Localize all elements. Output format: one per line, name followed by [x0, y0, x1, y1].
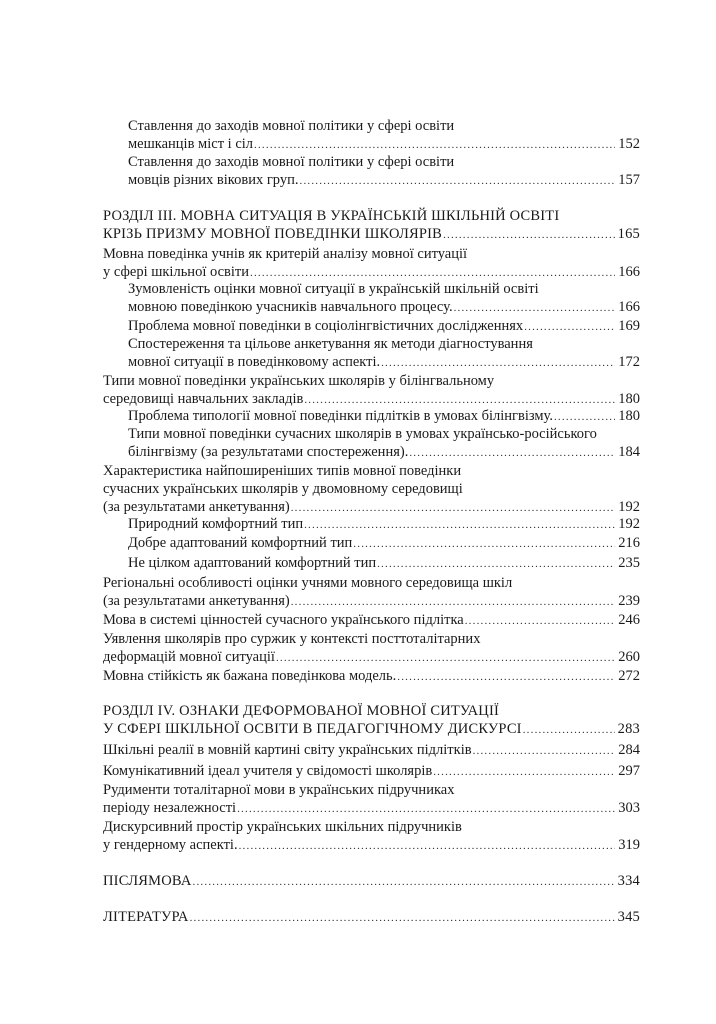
toc-entry-title: Добре адаптований комфортний тип [128, 535, 353, 551]
toc-page-number: 272 [618, 668, 640, 684]
toc-entry-title: сучасних українських школярів у двомовному середовищі [103, 481, 463, 497]
dot-leader [554, 408, 615, 426]
toc-page-number: 166 [618, 299, 640, 315]
toc-page-number: 303 [618, 800, 640, 816]
toc-entry-title: Ставлення до заходів мовної політики у сфері освіти [128, 118, 455, 134]
toc-entry-title: білінгвізму (за результатами спостереження). [128, 444, 409, 460]
toc-entry-title: Регіональні особливості оцінки учнями мовного середовища шкіл [103, 575, 513, 591]
toc-page-number: 239 [618, 593, 640, 609]
toc-entry-title: Мовна стійкість як бажана поведінкова модель. [103, 668, 397, 684]
toc-page-number: 184 [618, 444, 640, 460]
dot-leader [276, 649, 615, 667]
dot-leader [291, 593, 616, 611]
toc-entry-title: мовною поведінкою учасників навчального процесу. [128, 299, 453, 315]
dot-leader [443, 226, 615, 244]
dot-leader [381, 354, 615, 372]
toc-entry-title: Ставлення до заходів мовної політики у сфері освіти [128, 154, 455, 170]
dot-leader [377, 555, 615, 573]
toc-entry-title: Типи мовної поведінки українських школярів у білінгвальному [103, 373, 495, 389]
dot-leader [524, 318, 615, 336]
toc-entry-title: Не цілком адаптований комфортний тип [128, 555, 377, 571]
toc-page-number: 157 [618, 172, 640, 188]
toc-page-number: 180 [618, 408, 640, 424]
dot-leader [523, 721, 615, 739]
toc-page-number: 283 [617, 721, 640, 737]
toc-entry-title: періоду незалежності [103, 800, 237, 816]
toc-entry-title: Типи мовної поведінки сучасних школярів в умовах українсько-російського [128, 426, 597, 442]
toc-page-number: 152 [618, 136, 640, 152]
dot-leader [473, 742, 616, 760]
toc-page-number: 334 [617, 873, 640, 889]
toc-entry-title: Рудименти тоталітарної мови в українських підручниках [103, 782, 455, 798]
toc-entry-title: Мова в системі цінностей сучасного українського підлітка [103, 612, 464, 628]
toc-entry-title: Характеристика найпоширеніших типів мовної поведінки [103, 463, 462, 479]
dot-leader [190, 909, 615, 927]
toc-page-number: 297 [618, 763, 640, 779]
toc-page-number: 165 [617, 226, 640, 242]
toc-entry-title: РОЗДІЛ IV. ОЗНАКИ ДЕФОРМОВАНОЇ МОВНОЇ СИТУАЦІЇ [103, 703, 500, 719]
dot-leader [465, 612, 616, 630]
toc-entry-title: Спостереження та цільове анкетування як методи діагностування [128, 336, 533, 352]
toc-entry-title: деформацій мовної ситуації [103, 649, 275, 665]
toc-entry-title: Проблема мовної поведінки в соціолінгвістичних дослідженнях [128, 318, 524, 334]
toc-entry-title: середовищі навчальних закладів [103, 391, 304, 407]
toc-entry-title: КРІЗЬ ПРИЗМУ МОВНОЇ ПОВЕДІНКИ ШКОЛЯРІВ [103, 226, 443, 242]
toc-entry-title: (за результатами анкетування) [103, 593, 290, 609]
toc-page-number: 319 [618, 837, 640, 853]
toc-entry-title: (за результатами анкетування) [103, 499, 290, 515]
toc-entry-title: Уявлення школярів про суржик у контексті посттоталітарних [103, 631, 481, 647]
toc-entry-title: мовців різних вікових груп. [128, 172, 299, 188]
toc-entry-title: Комунікативний ідеал учителя у свідомості школярів [103, 763, 433, 779]
dot-leader [397, 668, 615, 686]
toc-entry-title: Природний комфортний тип [128, 516, 304, 532]
toc-page-number: 192 [618, 499, 640, 515]
toc-entry-title: Дискурсивний простір українських шкільних підручників [103, 819, 462, 835]
dot-leader [353, 535, 615, 553]
dot-leader [454, 299, 616, 317]
toc-entry-title: мовної ситуації в поведінковому аспекті. [128, 354, 381, 370]
toc-entry-title: У СФЕРІ ШКІЛЬНОЇ ОСВІТИ В ПЕДАГОГІЧНОМУ ДИСКУРСІ [103, 721, 522, 737]
toc-entry-title: ПІСЛЯМОВА [103, 873, 192, 889]
dot-leader [300, 172, 616, 190]
dot-leader [193, 873, 615, 891]
dot-leader [304, 516, 615, 534]
dot-leader [254, 136, 615, 154]
toc-entry-title: Проблема типології мовної поведінки підлітків в умовах білінгвізму. [128, 408, 553, 424]
toc-entry-title: Мовна поведінка учнів як критерій аналізу мовної ситуації [103, 246, 468, 262]
toc-page-number: 169 [618, 318, 640, 334]
dot-leader [237, 800, 615, 818]
toc-page-number: 345 [617, 909, 640, 925]
toc-page-number: 172 [618, 354, 640, 370]
toc-entry-title: ЛІТЕРАТУРА [103, 909, 189, 925]
toc-page-number: 192 [618, 516, 640, 532]
dot-leader [409, 444, 615, 462]
toc-entry-title: у сфері шкільної освіти [103, 264, 249, 280]
toc-page-number: 235 [618, 555, 640, 571]
toc-page-number: 180 [618, 391, 640, 407]
toc-page-number: 246 [618, 612, 640, 628]
toc-entry-title: Шкільні реалії в мовній картині світу українських підлітків [103, 742, 472, 758]
toc-page-number: 284 [618, 742, 640, 758]
toc-page-number: 216 [618, 535, 640, 551]
toc-page-number: 166 [618, 264, 640, 280]
toc-entry-title: у гендерному аспекті. [103, 837, 238, 853]
dot-leader [433, 763, 615, 781]
toc-page-number: 260 [618, 649, 640, 665]
dot-leader [239, 837, 616, 855]
toc-entry-title: РОЗДІЛ ІІІ. МОВНА СИТУАЦІЯ В УКРАЇНСЬКІЙ ШКІЛЬНІЙ ОСВІТІ [103, 208, 560, 224]
toc-entry-title: мешканців міст і сіл [128, 136, 254, 152]
toc-entry-title: Зумовленість оцінки мовної ситуації в українській шкільній освіті [128, 281, 539, 297]
